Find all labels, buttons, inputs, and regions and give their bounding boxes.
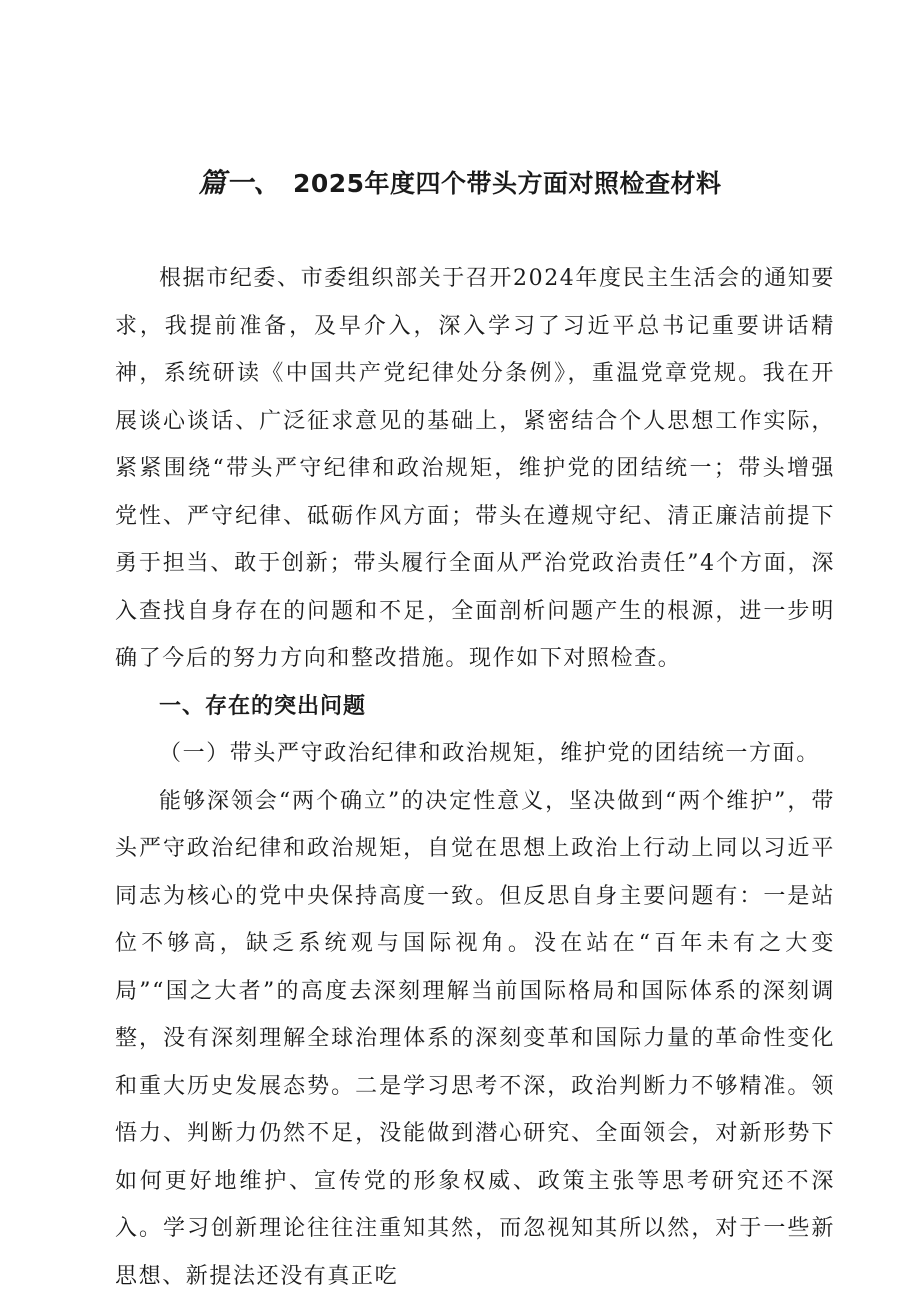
intro-paragraph: 根据市纪委、市委组织部关于召开2024年度民主生活会的通知要求，我提前准备，及早介入，深入学习了习近平总书记重要讲话精神，系统研读《中国共产党纪律处分条例》，重温党章党规。我在开展谈心谈话、广泛征求意见的基础上，紧密结合个人思想工作实际，紧紧围绕“带头严守纪律和政治规矩，维护党的团结统一；带头增强党性、严守纪律、砥砺作风方面；带头在遵规守纪、清正廉洁前提下勇于担当、敢于创新；带头履行全面从严治党政治责任”4个方面，深入查找自身存在的问题和不足，全面剖析问题产生的根源，进一步明确了今后的努力方向和整改措施。现作如下对照检查。 bbox=[115, 266, 835, 671]
section-heading: 一、存在的突出问题 bbox=[159, 693, 367, 719]
subsection-heading: （一）带头严守政治纪律和政治规矩，维护党的团结统一方面。 bbox=[159, 741, 820, 766]
title-prefix: 篇一、 bbox=[198, 168, 281, 199]
document-title bbox=[0, 166, 920, 202]
body-paragraph: 能够深领会“两个确立”的决定性意义，坚决做到“两个维护”，带头严守政治纪律和政治规矩，自觉在思想上政治上行动上同以习近平同志为核心的党中央保持高度一致。但反思自身主要问题有：一是站位不够高，缺乏系统观与国际视角。没在站在“百年未有之大变局”“国之大者”的高度去深刻理解当前国际格局和国际体系的深刻调整，没有深刻理解全球治理体系的深刻变革和国际力量的革命性变化和重大历史发展态势。二是学习思考不深，政治判断力不够精准。领悟力、判断力仍然不足，没能做到潜心研究、全面领会，对新形势下如何更好地维护、宣传党的形象权威、政策主张等思考研究还不深入。学习创新理论往往注重知其然，而忽视知其所以然，对于一些新思想、新提法还没有真正吃 bbox=[115, 788, 835, 1289]
title-text: 2025年度四个带头方面对照检查材料 bbox=[292, 169, 722, 198]
document-body bbox=[115, 255, 835, 1300]
